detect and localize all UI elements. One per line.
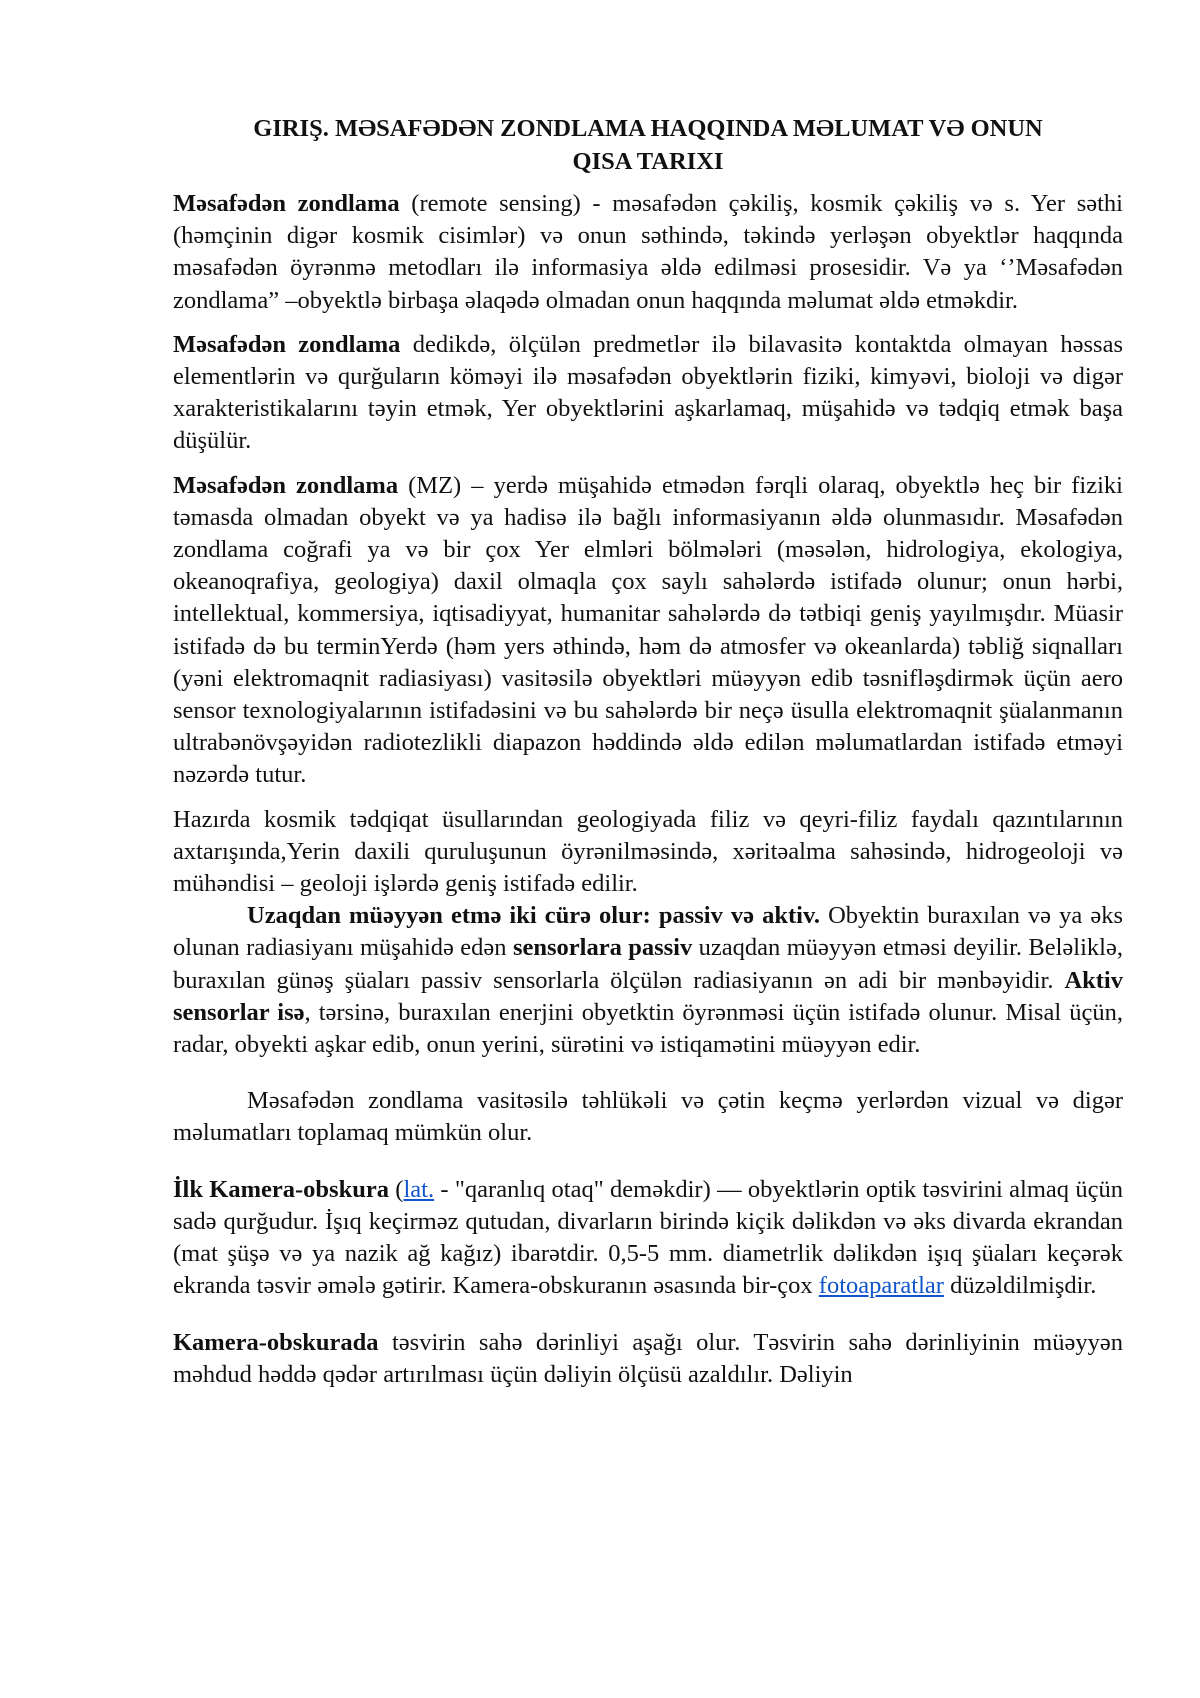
paragraph-1 [173,188,1123,317]
paragraph-4 [173,804,1123,901]
paragraph-text: - "qaranlıq otaq" deməkdir) — obyektlərin optik təsvirini almaq üçün sadə qurğudur. İşıq keçirməz qutudan, divarların birində kiçik dəlikdən və əks divarda ekrandan (mat şüşə və ya nazik ağ kağız) ibarətdir. 0,5-5 mm. diametrlik dəlikdən işıq şüaları keçərək ekranda təsvir əmələ gətirir. Kamera-obskuranın əsasında bir-çox [173,1175,1123,1300]
term-bold: Məsafədən zondlama [173,330,401,358]
passive-sensors-bold: sensorlara passiv [512,934,693,962]
fotoaparatlar-link[interactable]: fotoaparatlar [818,1272,944,1300]
heading-bold: Uzaqdan müəyyən etmə iki cürə olur: passiv və aktiv. [247,902,820,930]
active-sensors-bold: Aktiv sensorlar isə [173,966,1123,1026]
paragraph-8 [173,1327,1123,1391]
term-bold: İlk Kamera-obskura [173,1175,389,1203]
latin-link[interactable]: lat. [403,1175,435,1203]
term-bold: Kamera-obskurada [173,1328,379,1356]
paragraph-text: (MZ) – yerdə müşahidə etmədən fərqli olaraq, obyektlə heç bir fiziki təmasda olmadan obyekt və ya hadisə ilə bağlı informasiyanın əldə olunmasıdır. Məsafədən zondlama coğrafi ya və bir çox Yer elmləri bölmələri (məsələn, hidrologiya, ekologiya, okeanoqrafiya, geologiya) daxil olmaqla çox saylı sahələrdə istifadə olunur; onun hərbi, intellektual, kommersiya, iqtisadiyyat, humanitar sahələrdə də tətbiqi geniş yayılmışdır. Müasir istifadə də bu terminYerdə (həm yers əthində, həm də atmosfer və okeanlarda) təbliğ siqnalları (yəni elektromaqnit radiasiyası) vasitəsilə obyektləri müəyyən edib təsnifləşdirmək üçün aero sensor texnologiyalarının istifadəsini və bu sahələrdə bir neçə üsulla elektromaqnit şüalanmanın ultrabənövşəyidən radiotezlikli diapazon həddində əldə edilən məlumatlardan istifadə etməyi nəzərdə tutur. [173,471,1123,789]
paragraph-6 [173,1085,1123,1149]
paragraph-text: ( [388,1175,404,1203]
paragraph-5 [173,900,1123,1061]
paragraph-3 [173,470,1123,792]
paragraph-text: (remote sensing) - məsafədən çəkiliş, kosmik çəkiliş və s. Yer səthi (həmçinin digər kosmik cisimlər) və onun səthində, təkində yerləşən obyektlər haqqında məsafədən öyrənmə metodları ilə informasiya əldə edilməsi prosesidir. Və ya ‘’Məsafədən zondlama” –obyektlə birbaşa əlaqədə olmadan onun haqqında məlumat əldə etməkdir. [173,190,1123,314]
paragraph-text: dedikdə, ölçülən predmetlər ilə bilavasitə kontaktda olmayan həssas elementlərin və qurğuların köməyi ilə məsafədən obyektlərin fiziki, kimyəvi, bioloji və digər xarakteristikalarını təyin etmək, Yer obyektlərini aşkarlamaq, müşahidə və tədqiq etmək başa düşülür. [173,330,1123,455]
page-title [173,112,1123,178]
paragraph-text: uzaqdan müəyyən etməsi deyilir. Beləliklə, buraxılan günəş şüaları passiv sensorlarla ölçülən radiasiyanın ən adi bir mənbəyidir. [173,934,1123,994]
paragraph-7 [173,1174,1123,1303]
document-body [173,112,1123,1391]
paragraph-text: Məsafədən zondlama vasitəsilə təhlükəli və çətin keçmə yerlərdən vizual və digər məlumatları toplamaq mümkün olur. [173,1087,1123,1147]
title-line-1: GIRIŞ. MƏSAFƏDƏN ZONDLAMA HAQQINDA MƏLUMAT VƏ ONUN [253,115,1043,142]
term-bold: Məsafədən zondlama [173,471,399,499]
paragraph-text: Hazırda kosmik tədqiqat üsullarından geologiyada filiz və qeyri-filiz faydalı qazıntılarının axtarışında,Yerin daxili quruluşunun öyrənilməsində, xəritəalma sahəsində, hidrogeoloji və mühəndisi – geoloji işlərdə geniş istifadə edilir. [173,805,1123,898]
paragraph-2 [173,329,1123,458]
paragraph-text: düzəldilmişdir. [943,1272,1097,1300]
paragraph-text: təsvirin sahə dərinliyi aşağı olur. Təsvirin sahə dərinliyinin müəyyən məhdud həddə qədər artırılması üçün dəliyin ölçüsü azaldılır. Dəliyin [173,1328,1123,1388]
paragraph-text: , tərsinə, buraxılan enerjini obyetktin öyrənməsi üçün istifadə olunur. Misal üçün, radar, obyekti aşkar edib, onun yerini, sürətini və istiqamətini müəyyən edir. [173,998,1123,1059]
paragraph-text: Obyektin buraxılan və ya əks olunan radiasiyanı müşahidə edən [173,902,1123,962]
title-line-2: QISA TARIXI [572,148,724,175]
term-bold: Məsafədən zondlama [173,190,400,217]
